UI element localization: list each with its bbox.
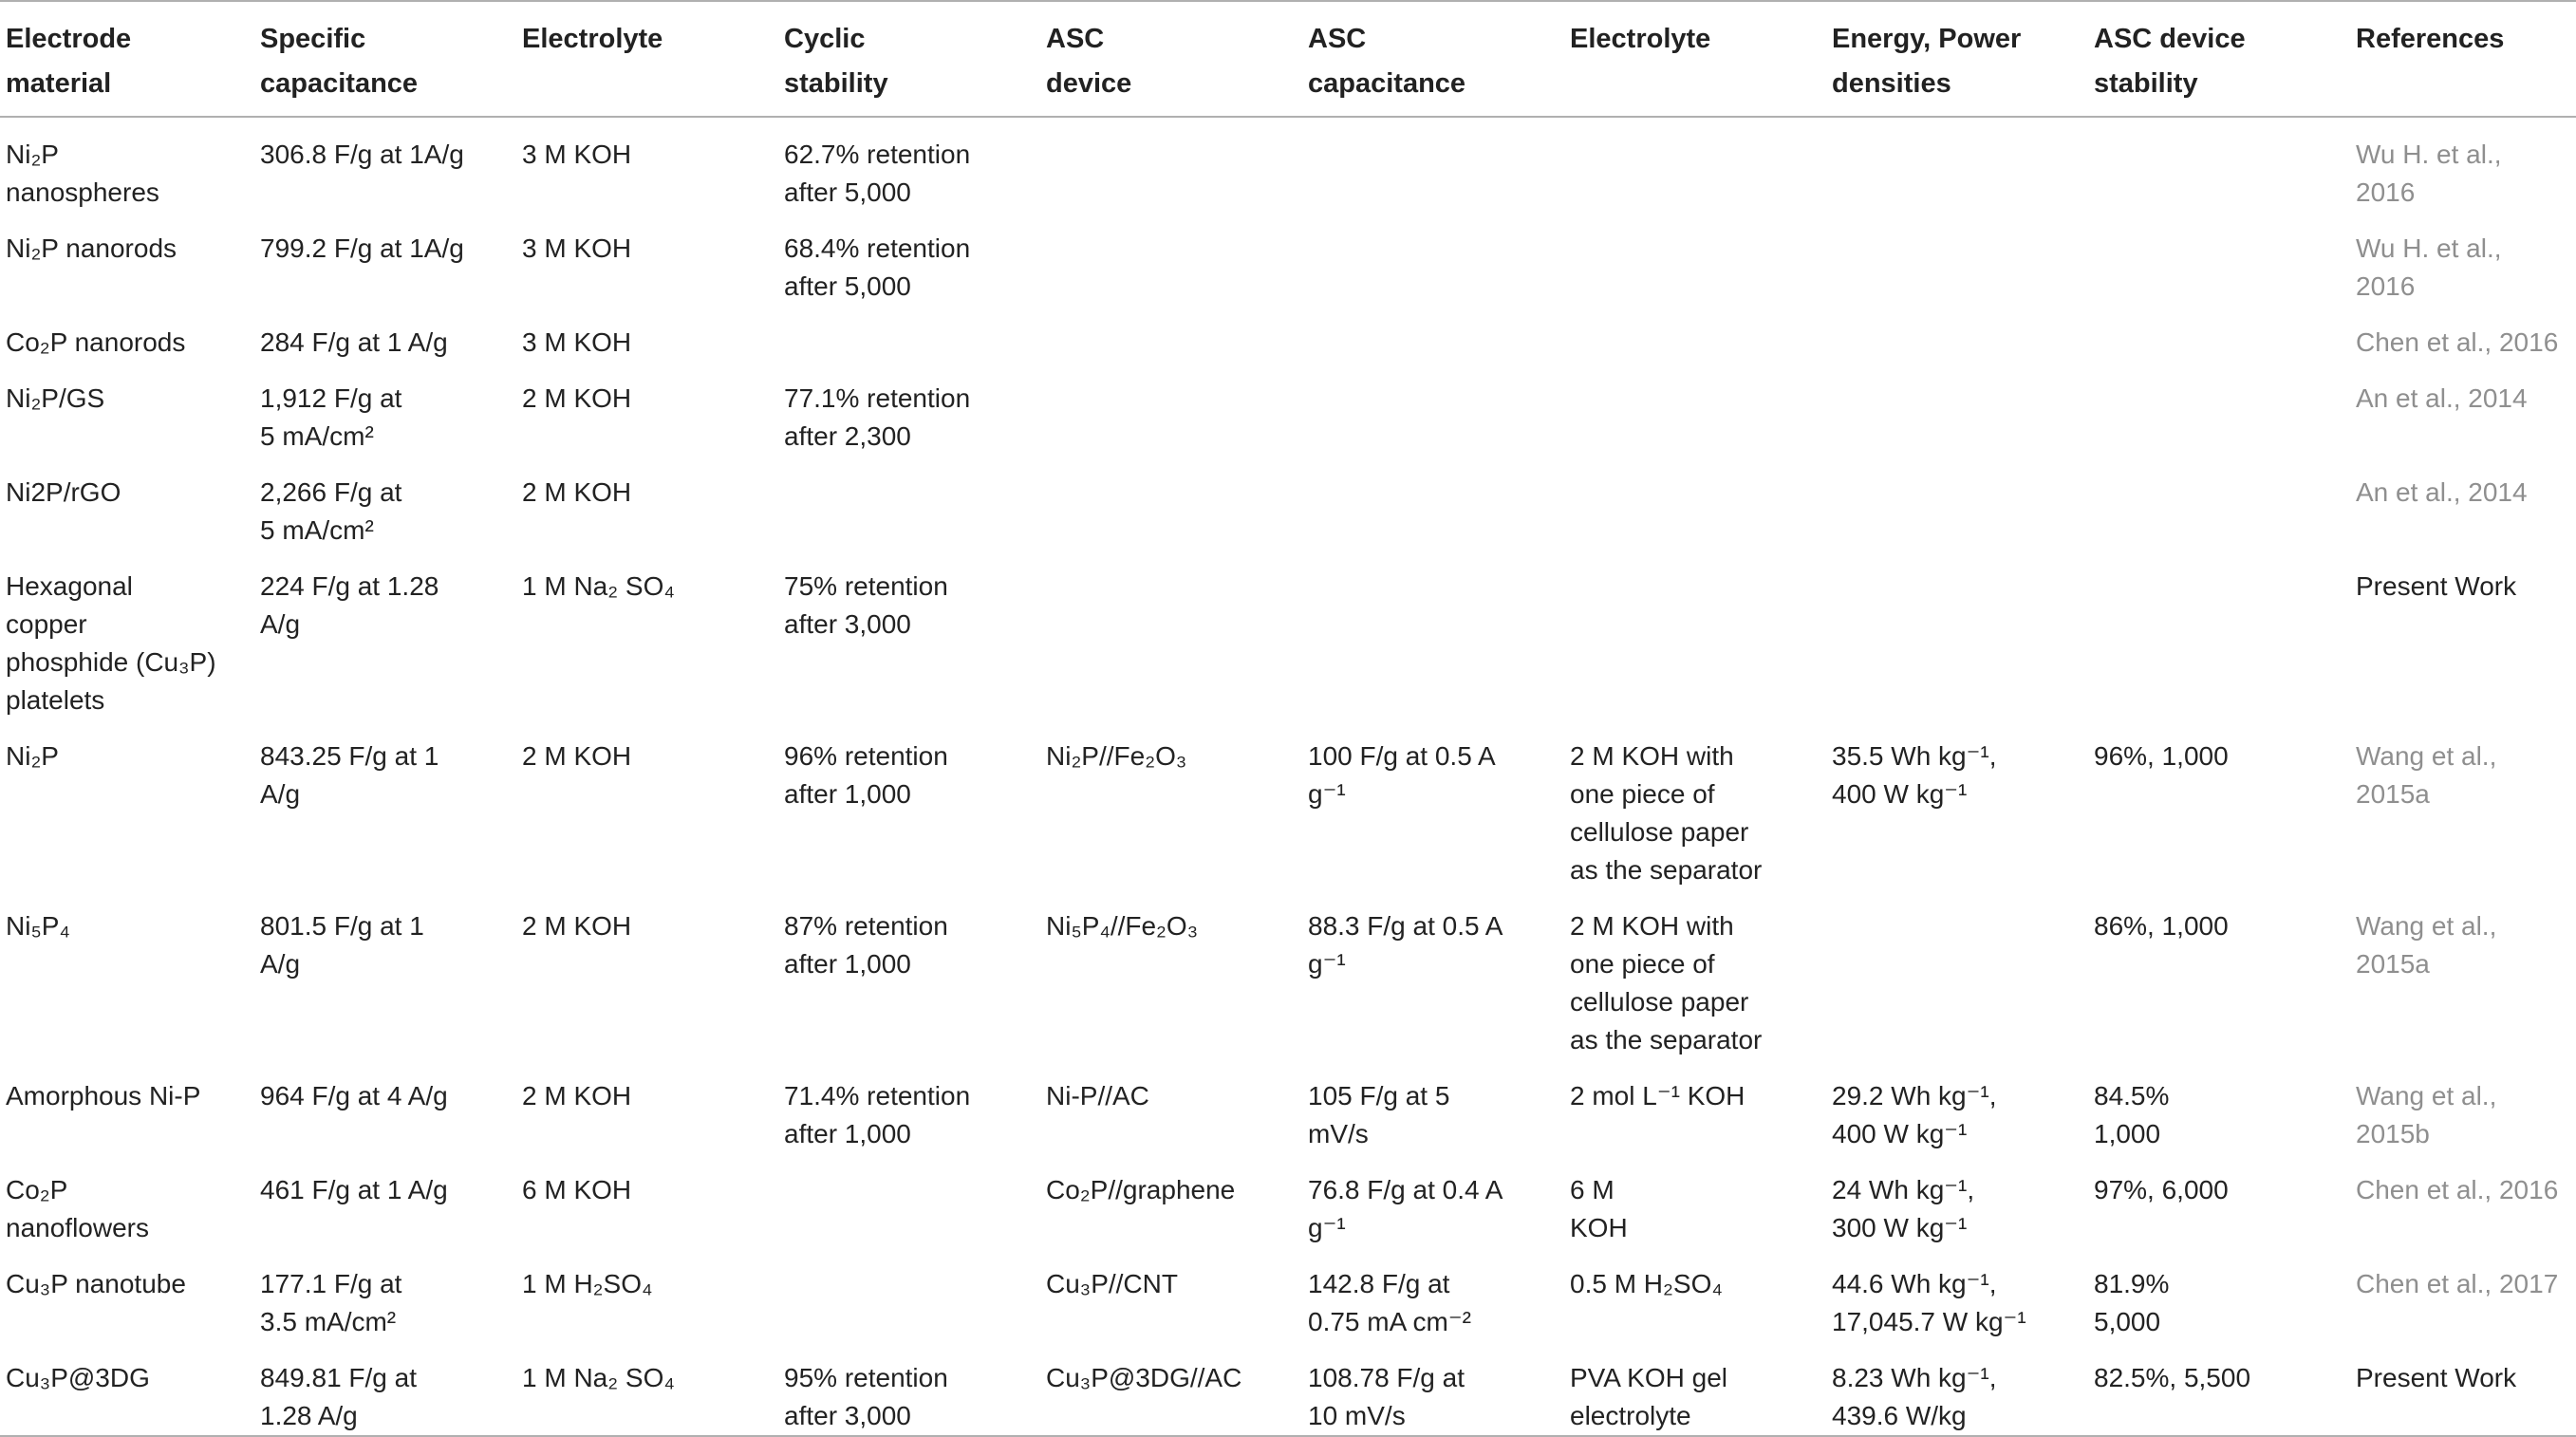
cell-text: 95% retention after 3,000 bbox=[784, 1363, 948, 1430]
column-header bbox=[522, 1, 784, 117]
table-cell bbox=[784, 117, 1046, 212]
reference-cell bbox=[2356, 306, 2576, 362]
cell-text: 88.3 F/g at 0.5 A g⁻¹ bbox=[1308, 911, 1503, 979]
cell-text: 177.1 F/g at 3.5 mA/cm² bbox=[260, 1269, 402, 1336]
table-cell bbox=[1046, 117, 1308, 212]
table-cell bbox=[1046, 456, 1308, 550]
cell-text: 843.25 F/g at 1 A/g bbox=[260, 741, 439, 809]
cell-text: 224 F/g at 1.28 A/g bbox=[260, 571, 439, 639]
table-cell bbox=[2094, 1341, 2356, 1436]
column-header bbox=[0, 1, 260, 117]
table-cell bbox=[1046, 719, 1308, 889]
reference-cell bbox=[2356, 1341, 2576, 1436]
table-cell bbox=[1308, 362, 1570, 456]
table-cell bbox=[1832, 1341, 2094, 1436]
cell-text: 0.5 M H₂SO₄ bbox=[1570, 1269, 1723, 1298]
table-cell bbox=[1308, 719, 1570, 889]
table-row bbox=[0, 1341, 2576, 1436]
table-cell bbox=[260, 306, 522, 362]
table-row bbox=[0, 456, 2576, 550]
table-row bbox=[0, 362, 2576, 456]
column-header-label: ASC capacitance bbox=[1308, 24, 1466, 99]
cell-text: 2,266 F/g at 5 mA/cm² bbox=[260, 477, 402, 545]
table-cell bbox=[784, 719, 1046, 889]
cell-text: 76.8 F/g at 0.4 A g⁻¹ bbox=[1308, 1175, 1503, 1242]
column-header-label: Energy, Power densities bbox=[1832, 24, 2022, 99]
cell-text: Ni₂P/GS bbox=[6, 383, 105, 413]
cell-text: 29.2 Wh kg⁻¹, 400 W kg⁻¹ bbox=[1832, 1081, 1997, 1148]
table-row bbox=[0, 1059, 2576, 1153]
table-cell bbox=[0, 1247, 260, 1341]
cell-text: Chen et al., 2016 bbox=[2356, 1175, 2559, 1204]
cell-text: Ni-P//AC bbox=[1046, 1081, 1149, 1110]
column-header-label: References bbox=[2356, 24, 2505, 54]
cell-text: Hexagonal copper phosphide (Cu₃P) platelets bbox=[6, 571, 216, 715]
table-cell bbox=[0, 212, 260, 306]
table-cell bbox=[2094, 306, 2356, 362]
table-cell bbox=[1832, 456, 2094, 550]
table-cell bbox=[0, 117, 260, 212]
table-cell bbox=[1046, 889, 1308, 1059]
column-header bbox=[784, 1, 1046, 117]
cell-text: Chen et al., 2016 bbox=[2356, 327, 2559, 357]
table-cell bbox=[2094, 1247, 2356, 1341]
table-cell bbox=[1308, 889, 1570, 1059]
column-header bbox=[1832, 1, 2094, 117]
table-cell bbox=[1570, 306, 1832, 362]
cell-text: 2 M KOH bbox=[522, 1081, 632, 1110]
cell-text: 2 M KOH with one piece of cellulose paper as the separator bbox=[1570, 911, 1763, 1054]
cell-text: 75% retention after 3,000 bbox=[784, 571, 948, 639]
cell-text: 1 M Na₂ SO₄ bbox=[522, 571, 675, 601]
cell-text: Cu₃P@3DG bbox=[6, 1363, 150, 1392]
cell-text: Ni₅P₄//Fe₂O₃ bbox=[1046, 911, 1199, 941]
cell-text: 24 Wh kg⁻¹, 300 W kg⁻¹ bbox=[1832, 1175, 1975, 1242]
table-cell bbox=[0, 889, 260, 1059]
table-cell bbox=[1308, 1059, 1570, 1153]
cell-text: 62.7% retention after 5,000 bbox=[784, 140, 971, 207]
table-cell bbox=[0, 550, 260, 719]
table-cell bbox=[522, 889, 784, 1059]
cell-text: 3 M KOH bbox=[522, 233, 632, 263]
table-cell bbox=[260, 550, 522, 719]
cell-text: 2 M KOH bbox=[522, 741, 632, 771]
cell-text: Chen et al., 2017 bbox=[2356, 1269, 2559, 1298]
table-cell bbox=[1570, 212, 1832, 306]
table-cell bbox=[522, 550, 784, 719]
reference-cell bbox=[2356, 889, 2576, 1059]
cell-text: 84.5% 1,000 bbox=[2094, 1081, 2170, 1148]
cell-text: 3 M KOH bbox=[522, 140, 632, 169]
table-row bbox=[0, 719, 2576, 889]
cell-text: Ni₅P₄ bbox=[6, 911, 70, 941]
table-cell bbox=[1308, 456, 1570, 550]
cell-text: An et al., 2014 bbox=[2356, 477, 2528, 507]
table-cell bbox=[0, 362, 260, 456]
table-cell bbox=[784, 550, 1046, 719]
cell-text: Co₂P//graphene bbox=[1046, 1175, 1236, 1204]
cell-text: 86%, 1,000 bbox=[2094, 911, 2229, 941]
cell-text: 1,912 F/g at 5 mA/cm² bbox=[260, 383, 402, 451]
reference-cell bbox=[2356, 362, 2576, 456]
cell-text: Ni₂P nanospheres bbox=[6, 140, 159, 207]
table-cell bbox=[784, 362, 1046, 456]
table-row bbox=[0, 1247, 2576, 1341]
table-cell bbox=[1046, 362, 1308, 456]
table-cell bbox=[260, 362, 522, 456]
table-cell bbox=[0, 1341, 260, 1436]
table-cell bbox=[522, 1153, 784, 1247]
table-cell bbox=[1308, 117, 1570, 212]
table-cell bbox=[1308, 550, 1570, 719]
cell-text: 77.1% retention after 2,300 bbox=[784, 383, 971, 451]
table-cell bbox=[2094, 889, 2356, 1059]
cell-text: 2 M KOH bbox=[522, 383, 632, 413]
table-cell bbox=[2094, 1059, 2356, 1153]
cell-text: Ni₂P//Fe₂O₃ bbox=[1046, 741, 1187, 771]
cell-text: 81.9% 5,000 bbox=[2094, 1269, 2170, 1336]
reference-cell bbox=[2356, 550, 2576, 719]
table-row bbox=[0, 117, 2576, 212]
table-cell bbox=[1570, 117, 1832, 212]
cell-text: Co₂P nanorods bbox=[6, 327, 186, 357]
table-cell bbox=[2094, 456, 2356, 550]
cell-text: 2 M KOH bbox=[522, 911, 632, 941]
column-header-label: Electrode material bbox=[6, 24, 132, 99]
column-header bbox=[2356, 1, 2576, 117]
table-row bbox=[0, 889, 2576, 1059]
column-header-label: ASC device stability bbox=[2094, 24, 2246, 99]
cell-text: 849.81 F/g at 1.28 A/g bbox=[260, 1363, 418, 1430]
table-cell bbox=[1308, 212, 1570, 306]
table-row bbox=[0, 212, 2576, 306]
table-cell bbox=[2094, 550, 2356, 719]
cell-text: Wang et al., 2015a bbox=[2356, 741, 2497, 809]
column-header bbox=[1308, 1, 1570, 117]
column-header-label: Electrolyte bbox=[522, 24, 663, 54]
table-cell bbox=[1046, 1247, 1308, 1341]
cell-text: 96%, 1,000 bbox=[2094, 741, 2229, 771]
table-cell bbox=[522, 212, 784, 306]
cell-text: 97%, 6,000 bbox=[2094, 1175, 2229, 1204]
table-row bbox=[0, 306, 2576, 362]
cell-text: Co₂P nanoflowers bbox=[6, 1175, 149, 1242]
column-header bbox=[1570, 1, 1832, 117]
table-cell bbox=[1832, 117, 2094, 212]
table-header bbox=[0, 1, 2576, 117]
table-cell bbox=[260, 719, 522, 889]
table-row bbox=[0, 550, 2576, 719]
table-cell bbox=[260, 1153, 522, 1247]
table-cell bbox=[260, 1341, 522, 1436]
cell-text: 1 M H₂SO₄ bbox=[522, 1269, 653, 1298]
column-header-label: Electrolyte bbox=[1570, 24, 1711, 54]
table-cell bbox=[2094, 362, 2356, 456]
table-cell bbox=[784, 889, 1046, 1059]
table-cell bbox=[1832, 550, 2094, 719]
table-cell bbox=[1832, 212, 2094, 306]
reference-cell bbox=[2356, 456, 2576, 550]
cell-text: 801.5 F/g at 1 A/g bbox=[260, 911, 424, 979]
cell-text: 306.8 F/g at 1A/g bbox=[260, 140, 464, 169]
cell-text: Wu H. et al., 2016 bbox=[2356, 233, 2502, 301]
column-header-label: ASC device bbox=[1046, 24, 1132, 99]
column-header-label: Specific capacitance bbox=[260, 24, 419, 99]
column-header bbox=[2094, 1, 2356, 117]
table-cell bbox=[784, 456, 1046, 550]
cell-text: 8.23 Wh kg⁻¹, 439.6 W/kg bbox=[1832, 1363, 1997, 1430]
cell-text: 35.5 Wh kg⁻¹, 400 W kg⁻¹ bbox=[1832, 741, 1997, 809]
table-cell bbox=[522, 117, 784, 212]
cell-text: 964 F/g at 4 A/g bbox=[260, 1081, 448, 1110]
cell-text: An et al., 2014 bbox=[2356, 383, 2528, 413]
table-row bbox=[0, 1153, 2576, 1247]
cell-text: Cu₃P//CNT bbox=[1046, 1269, 1178, 1298]
table-cell bbox=[1308, 306, 1570, 362]
table-cell bbox=[1570, 889, 1832, 1059]
cell-text: 71.4% retention after 1,000 bbox=[784, 1081, 971, 1148]
table-cell bbox=[784, 212, 1046, 306]
cell-text: 6 M KOH bbox=[1570, 1175, 1628, 1242]
table-cell bbox=[1046, 212, 1308, 306]
reference-cell bbox=[2356, 212, 2576, 306]
cell-text: Cu₃P@3DG//AC bbox=[1046, 1363, 1242, 1392]
table-cell bbox=[0, 306, 260, 362]
table-cell bbox=[1308, 1247, 1570, 1341]
header-row bbox=[0, 1, 2576, 117]
cell-text: Present Work bbox=[2356, 1363, 2517, 1392]
table-cell bbox=[0, 719, 260, 889]
table-cell bbox=[1046, 1059, 1308, 1153]
reference-cell bbox=[2356, 1059, 2576, 1153]
table-cell bbox=[1570, 1341, 1832, 1436]
cell-text: Wang et al., 2015a bbox=[2356, 911, 2497, 979]
table-cell bbox=[1832, 1153, 2094, 1247]
cell-text: Ni₂P nanorods bbox=[6, 233, 177, 263]
cell-text: Cu₃P nanotube bbox=[6, 1269, 186, 1298]
table-cell bbox=[1832, 1059, 2094, 1153]
cell-text: 6 M KOH bbox=[522, 1175, 632, 1204]
table-cell bbox=[784, 1153, 1046, 1247]
table-cell bbox=[1046, 1153, 1308, 1247]
table-cell bbox=[2094, 117, 2356, 212]
table-cell bbox=[1570, 719, 1832, 889]
cell-text: 87% retention after 1,000 bbox=[784, 911, 948, 979]
cell-text: 3 M KOH bbox=[522, 327, 632, 357]
table-cell bbox=[522, 456, 784, 550]
table-cell bbox=[1046, 550, 1308, 719]
table-cell bbox=[1570, 1153, 1832, 1247]
table-cell bbox=[1832, 889, 2094, 1059]
table-cell bbox=[522, 362, 784, 456]
table-cell bbox=[260, 212, 522, 306]
reference-cell bbox=[2356, 1153, 2576, 1247]
table-cell bbox=[260, 1247, 522, 1341]
table-cell bbox=[784, 1341, 1046, 1436]
table-cell bbox=[0, 1059, 260, 1153]
reference-cell bbox=[2356, 719, 2576, 889]
table-cell bbox=[2094, 719, 2356, 889]
cell-text: 68.4% retention after 5,000 bbox=[784, 233, 971, 301]
cell-text: 2 mol L⁻¹ KOH bbox=[1570, 1081, 1745, 1110]
table-cell bbox=[1046, 1341, 1308, 1436]
cell-text: 100 F/g at 0.5 A g⁻¹ bbox=[1308, 741, 1496, 809]
cell-text: Amorphous Ni-P bbox=[6, 1081, 201, 1110]
cell-text: Ni₂P bbox=[6, 741, 59, 771]
cell-text: 105 F/g at 5 mV/s bbox=[1308, 1081, 1450, 1148]
table-cell bbox=[784, 306, 1046, 362]
table-cell bbox=[1570, 1247, 1832, 1341]
cell-text: Wang et al., 2015b bbox=[2356, 1081, 2497, 1148]
table-cell bbox=[1570, 362, 1832, 456]
table-cell bbox=[260, 889, 522, 1059]
cell-text: 108.78 F/g at 10 mV/s bbox=[1308, 1363, 1465, 1430]
table-body bbox=[0, 117, 2576, 1436]
reference-cell bbox=[2356, 117, 2576, 212]
table-cell bbox=[1570, 1059, 1832, 1153]
cell-text: Ni2P/rGO bbox=[6, 477, 121, 507]
reference-cell bbox=[2356, 1247, 2576, 1341]
cell-text: PVA KOH gel electrolyte bbox=[1570, 1363, 1728, 1430]
table-cell bbox=[260, 456, 522, 550]
table-cell bbox=[1308, 1153, 1570, 1247]
table-cell bbox=[0, 456, 260, 550]
column-header-label: Cyclic stability bbox=[784, 24, 888, 99]
cell-text: 142.8 F/g at 0.75 mA cm⁻² bbox=[1308, 1269, 1471, 1336]
table-cell bbox=[260, 117, 522, 212]
cell-text: 96% retention after 1,000 bbox=[784, 741, 948, 809]
table-cell bbox=[1570, 456, 1832, 550]
table-cell bbox=[2094, 1153, 2356, 1247]
cell-text: Present Work bbox=[2356, 571, 2517, 601]
table-cell bbox=[522, 1247, 784, 1341]
table-cell bbox=[1832, 306, 2094, 362]
table-cell bbox=[1832, 362, 2094, 456]
cell-text: 2 M KOH bbox=[522, 477, 632, 507]
cell-text: 1 M Na₂ SO₄ bbox=[522, 1363, 675, 1392]
column-header bbox=[260, 1, 522, 117]
table-cell bbox=[784, 1247, 1046, 1341]
table-cell bbox=[1832, 719, 2094, 889]
cell-text: 461 F/g at 1 A/g bbox=[260, 1175, 448, 1204]
table-cell bbox=[784, 1059, 1046, 1153]
cell-text: 44.6 Wh kg⁻¹, 17,045.7 W kg⁻¹ bbox=[1832, 1269, 2026, 1336]
cell-text: Wu H. et al., 2016 bbox=[2356, 140, 2502, 207]
table-cell bbox=[1308, 1341, 1570, 1436]
table-cell bbox=[2094, 212, 2356, 306]
table-cell bbox=[522, 306, 784, 362]
table-cell bbox=[522, 1059, 784, 1153]
table-cell bbox=[1046, 306, 1308, 362]
cell-text: 284 F/g at 1 A/g bbox=[260, 327, 448, 357]
column-header bbox=[1046, 1, 1308, 117]
cell-text: 799.2 F/g at 1A/g bbox=[260, 233, 464, 263]
table-cell bbox=[522, 719, 784, 889]
table-cell bbox=[1570, 550, 1832, 719]
cell-text: 2 M KOH with one piece of cellulose paper as the separator bbox=[1570, 741, 1763, 885]
table-cell bbox=[0, 1153, 260, 1247]
table-cell bbox=[522, 1341, 784, 1436]
cell-text: 82.5%, 5,500 bbox=[2094, 1363, 2251, 1392]
table-cell bbox=[1832, 1247, 2094, 1341]
table-cell bbox=[260, 1059, 522, 1153]
